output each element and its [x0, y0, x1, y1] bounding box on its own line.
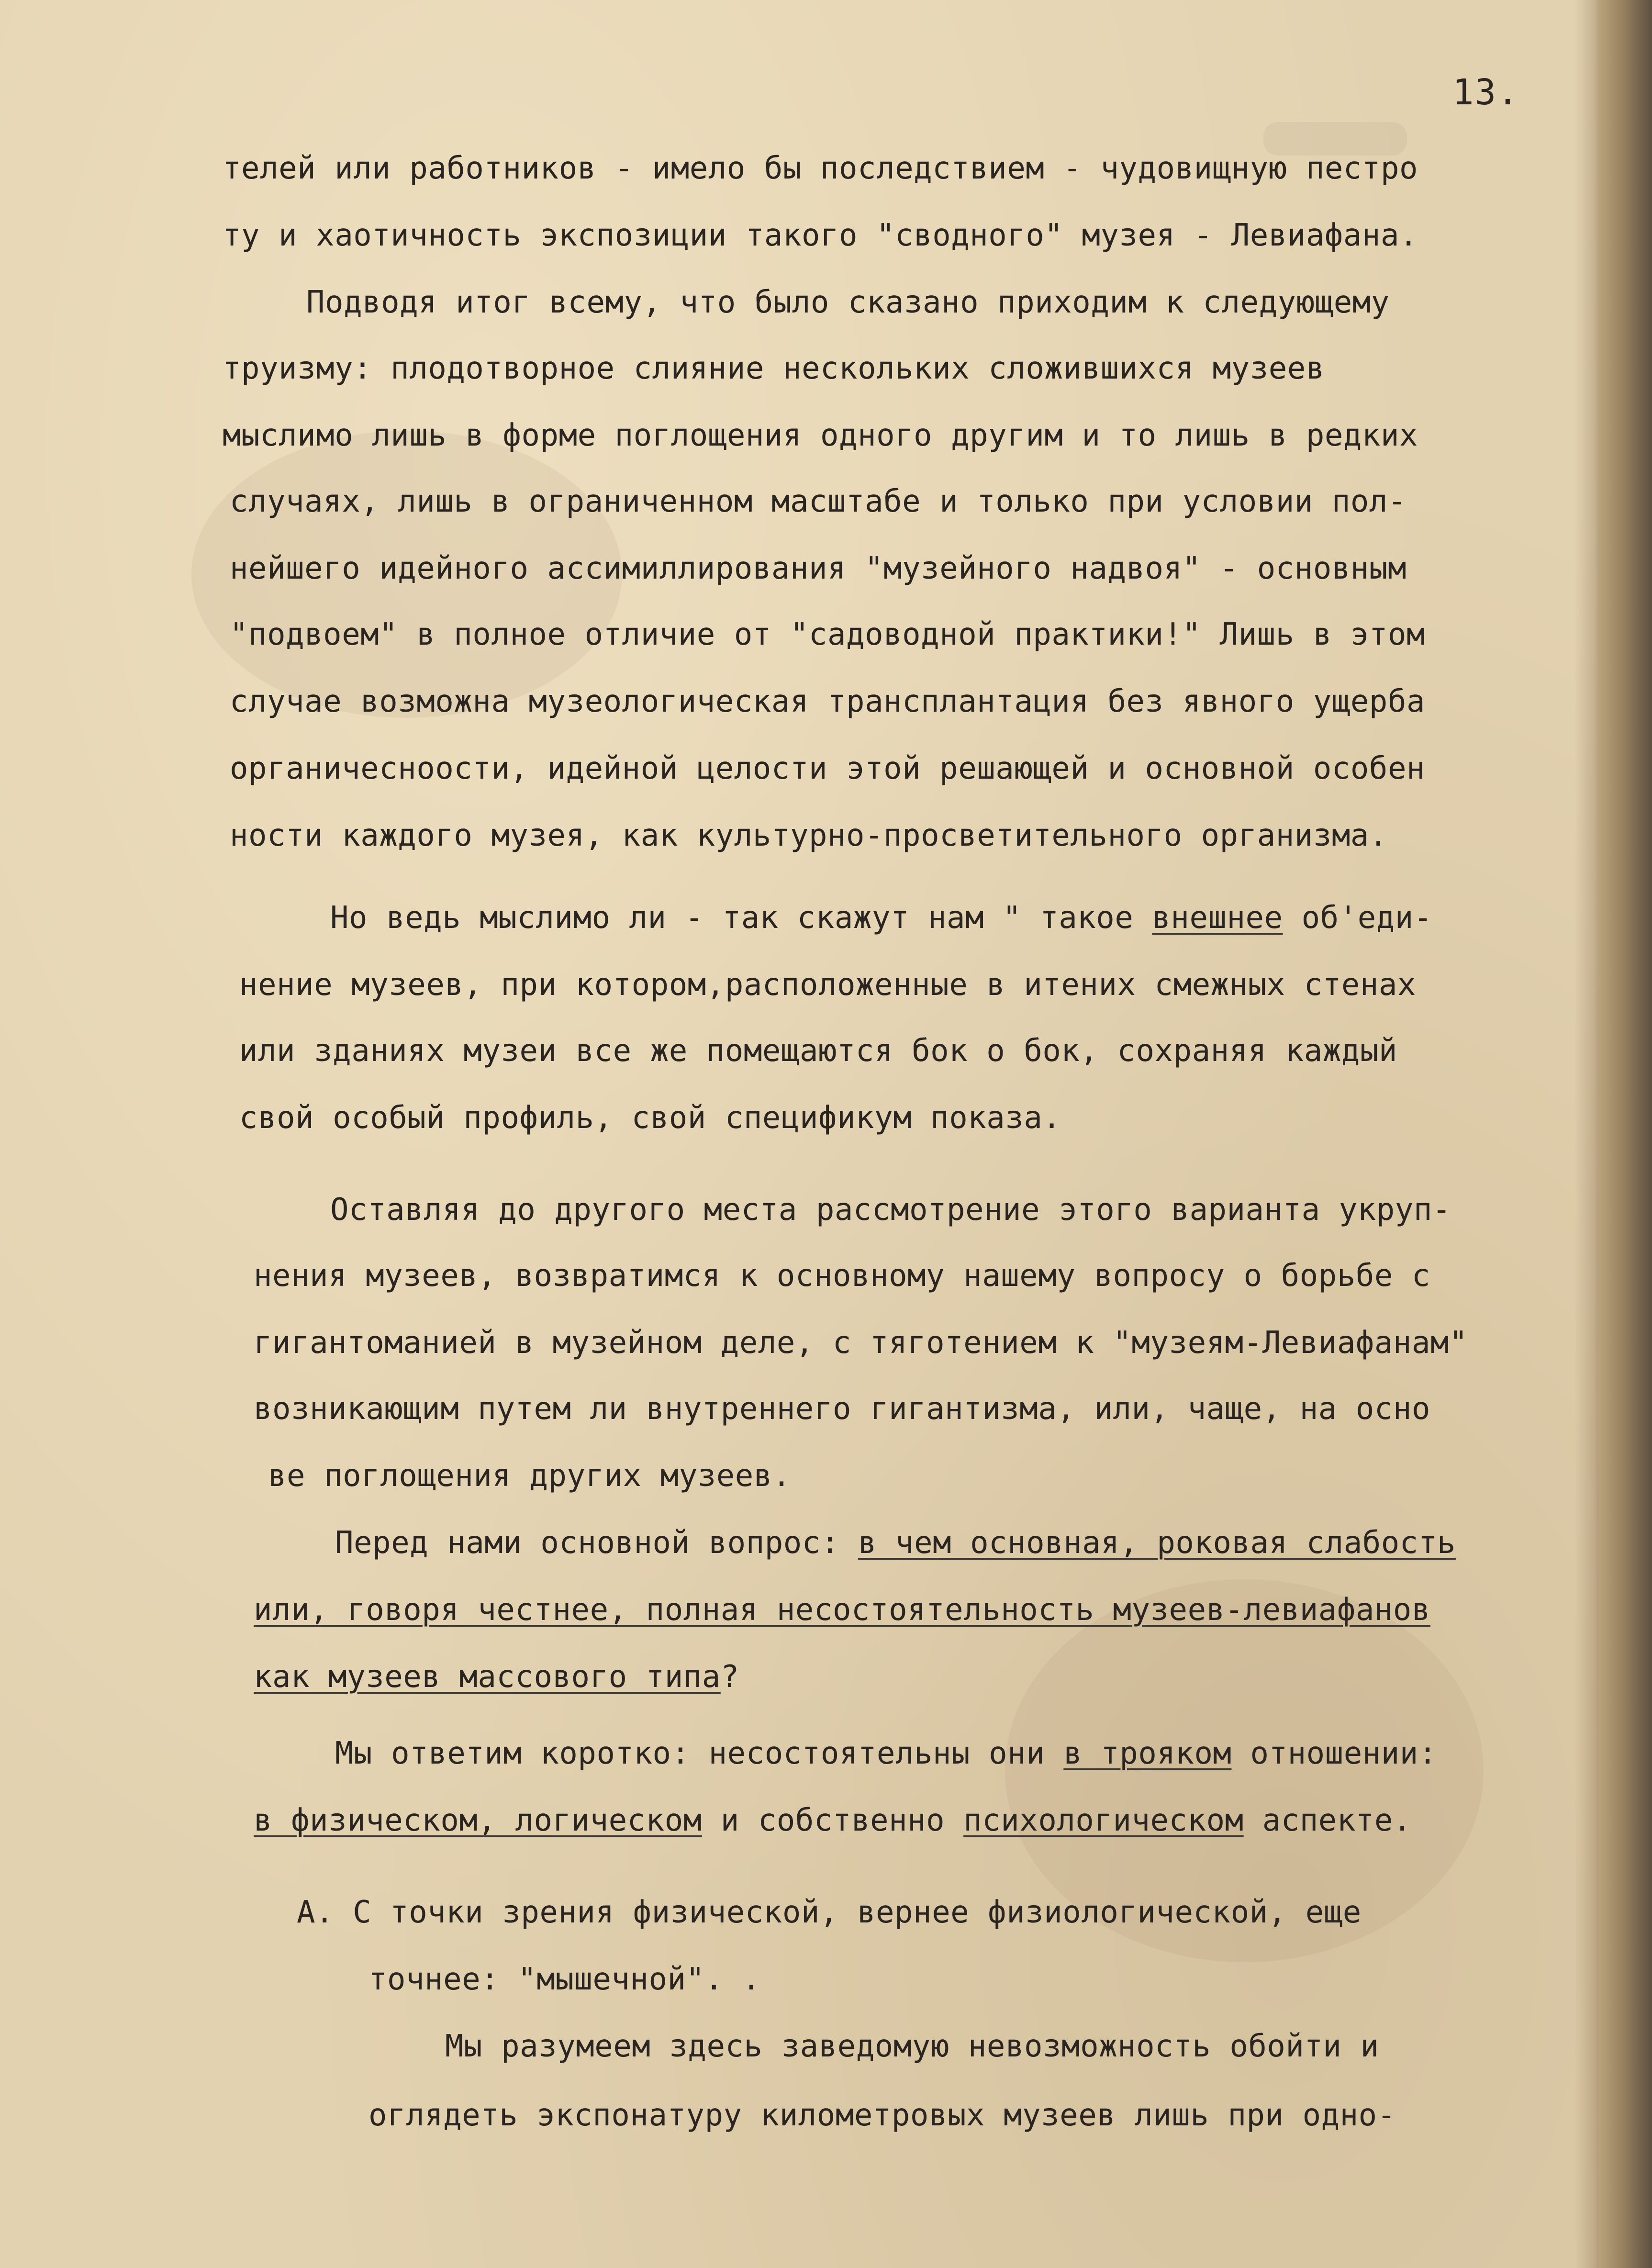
text-segment: смежных стенах [1136, 967, 1416, 1003]
underlined-phrase: внешнее [1152, 900, 1283, 936]
text-segment: отношении: [1231, 1736, 1437, 1771]
text-segment: или зданиях музеи все же помещаются бок о бок, сохраняя каждый [239, 1033, 1397, 1069]
text-segment: нение музеев, при котором,расположенные в [239, 967, 1024, 1003]
underlined-phrase: как музеев массового типа [254, 1659, 721, 1695]
text-segment: случаях, лишь в ограниченном масштабе и только при условии пол- [230, 484, 1406, 519]
text-line [306, 283, 1390, 322]
text-line [223, 216, 1418, 255]
text-line [230, 682, 1425, 721]
text-line [230, 482, 1406, 521]
text-segment: Подводя итог всему, что было сказано приходим к следующему [306, 285, 1390, 320]
text-segment: случае возможна музеологическая трансплантация без явного ущерба [230, 684, 1425, 719]
underlined-phrase: в чем основная, роковая слабость [858, 1525, 1456, 1561]
text-line [297, 1893, 1362, 1932]
text-line [268, 1457, 791, 1495]
underlined-phrase: психологическом [963, 1803, 1244, 1838]
text-line [335, 1734, 1437, 1773]
text-segment: Но ведь мыслимо ли - так скажут нам " такое [330, 900, 1152, 936]
text-segment: нейшего идейного ассимиллирования "музейного надвоя" - основным [230, 551, 1406, 586]
text-segment: гигантоманией в музейном деле, с тяготением к "музеям-Левиафанам" [254, 1325, 1468, 1361]
text-segment: свой особый профиль, свой спецификум показа. [239, 1100, 1061, 1136]
text-line [335, 1524, 1456, 1562]
text-line [223, 349, 1325, 388]
text-line [330, 1191, 1451, 1229]
text-segment: органичесноости, идейной целости этой решающей и основной особен [230, 751, 1425, 786]
underlying-page-edge [1598, 0, 1652, 2268]
text-segment: возникающим путем ли внутреннего гигантизма, или, чаще, на осно [254, 1391, 1430, 1427]
text-segment: Оставляя до другого места рассмотрение этого варианта укруп- [330, 1192, 1451, 1228]
text-line [368, 2096, 1396, 2134]
text-segment: ве поглощения других музеев. [268, 1458, 791, 1494]
text-segment: оглядеть экспонатуру километровых музеев лишь при одно- [368, 2098, 1396, 2133]
text-line [368, 1960, 761, 1999]
text-line [230, 749, 1425, 788]
text-segment: нения музеев, возвратимся к основному нашему вопросу о борьбе с [254, 1258, 1430, 1294]
text-segment: "подвоем" в полное отличие от "садоводной практики!" Лишь в этом [230, 617, 1425, 652]
text-segment: Мы ответим коротко: несостоятельны они [335, 1736, 1064, 1771]
underlined-phrase: в физическом, логическом [254, 1803, 702, 1838]
text-segment: А. С точки зрения физической, вернее физиологической, еще [297, 1895, 1362, 1930]
text-line [239, 1099, 1061, 1137]
text-segment: аспекте. [1243, 1803, 1412, 1838]
text-line [230, 549, 1406, 588]
text-line [254, 1658, 739, 1696]
text-segment: Перед нами основной вопрос: [335, 1525, 858, 1561]
text-segment: мыслимо лишь в форме поглощения одного другим и то лишь в редких [223, 418, 1418, 453]
text-segment: об'еди- [1283, 900, 1432, 936]
text-segment: телей или работников - имело бы последствием - чудовищную пестро [223, 151, 1418, 186]
underlined-phrase: или, говоря честнее, полная несостоятельность музеев-левиафанов [254, 1592, 1430, 1628]
text-segment: точнее: "мышечной". . [368, 1962, 761, 1997]
text-line [239, 966, 1416, 1004]
text-segment: итених [1024, 967, 1136, 1003]
text-line [330, 899, 1432, 937]
page-number: 13. [1452, 72, 1519, 113]
text-segment: ности каждого музея, как культурно-просветительного организма. [230, 818, 1388, 853]
text-segment: Мы разумеем здесь заведомую невозможность обойти и [445, 2029, 1379, 2064]
text-segment: ту и хаотичность экспозиции такого "сводного" музея - Левиафана. [223, 218, 1418, 253]
text-line [254, 1257, 1430, 1295]
text-segment: ? [720, 1659, 739, 1695]
text-line [254, 1324, 1468, 1362]
text-line [223, 416, 1418, 455]
text-line [230, 615, 1425, 654]
text-line [254, 1390, 1430, 1428]
underlined-phrase: в трояком [1063, 1736, 1232, 1771]
text-segment: и собственно [702, 1803, 964, 1838]
text-line [254, 1801, 1412, 1840]
text-line [254, 1591, 1430, 1629]
text-line [445, 2027, 1379, 2066]
text-segment: труизму: плодотворное слияние нескольких сложившихся музеев [223, 351, 1325, 386]
text-line [239, 1032, 1397, 1070]
text-line [223, 149, 1418, 188]
text-line [230, 816, 1388, 855]
